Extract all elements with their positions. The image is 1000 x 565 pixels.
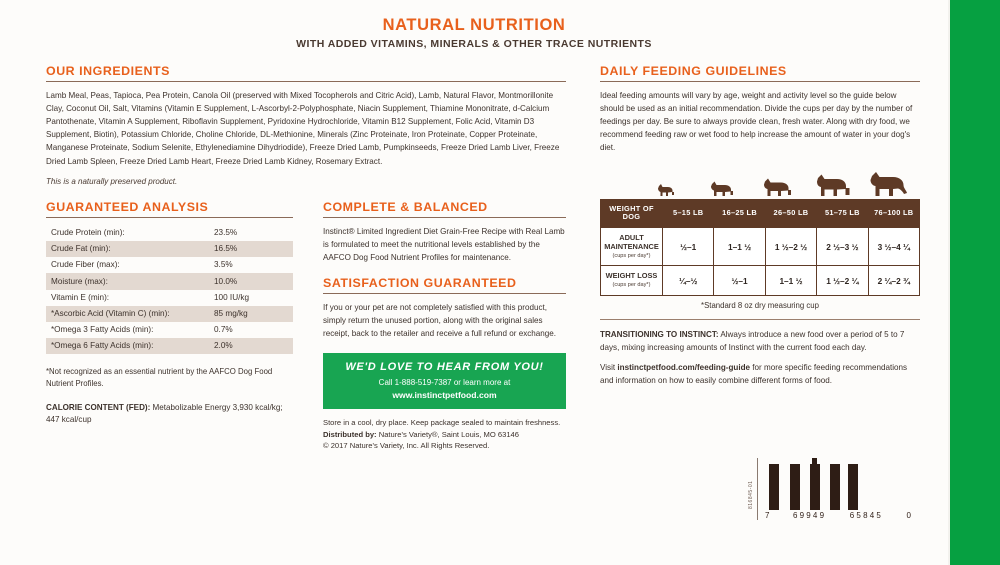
nutrient-label: *Ascorbic Acid (Vitamin C) (min): <box>46 306 209 322</box>
table-row <box>46 257 293 273</box>
feeding-amount-cell: ½–1 <box>714 266 765 296</box>
masthead <box>0 16 948 50</box>
feeding-amount-cell: ¼–½ <box>663 266 714 296</box>
barcode-digit-group-one: 69949 <box>792 511 827 520</box>
table-row <box>46 306 293 322</box>
measuring-cup-note: *Standard 8 oz dry measuring cup <box>701 301 819 311</box>
nutrient-value: 16.5% <box>209 241 293 257</box>
visit-suffix: for more specific feeding recommendations and information on how to easily combine different forms of food. <box>600 363 908 386</box>
barcode-digits <box>765 511 911 520</box>
feeding-amount-cell: ½–1 <box>663 228 714 266</box>
complete-balanced-body: Instinct® Limited Ingredient Diet Grain-Free Recipe with Real Lamb is formulated to meet the nutritional levels established by the AAFCO Dog Food Nutrient Profiles for maintenance. <box>323 226 565 262</box>
nutrient-label: Crude Protein (min): <box>51 227 125 237</box>
section-our-ingredients <box>46 64 566 186</box>
contact-callout-box <box>323 353 566 409</box>
complete-balanced-heading: COMPLETE & BALANCED <box>323 199 488 214</box>
nutrient-value: 0.7% <box>214 325 233 335</box>
fineprint-block <box>323 417 566 451</box>
feeding-amount-cell: 2 ½–3 ½ <box>817 228 868 266</box>
satisfaction-heading: SATISFACTION GUARANTEED <box>323 275 517 290</box>
column-header-weight-range: 5–15 LB <box>663 199 714 227</box>
table-row <box>46 322 293 338</box>
barcode-divider-line <box>757 458 758 520</box>
dog-silhouette-xlarge-icon <box>861 170 917 199</box>
column-header-weight-range: 51–75 LB <box>817 199 868 227</box>
ingredients-body: Lamb Meal, Peas, Tapioca, Pea Protein, Canola Oil (preserved with Mixed Tocopherols and Citric Acid), Lamb, Natural Flavor, Montmorillonite Clay, Coconut Oil, Salt, Vitamins (Vitamin E Supplement, L-Ascorbyl-2-Polyphosphate, Niacin Supplement, Thiamine Mononitrate, d-Calcium Pantothenate, Vitamin A Supplement, Riboflavin Supplement, Pyridoxine Hydrochloride, Vitamin B12 Supplement, Folic Acid, Vitamin D3 Supplement, Biotin), Potassium Chloride, Choline Chloride, DL-Methionine, Minerals (Zinc Proteinate, Iron Proteinate, Copper Proteinate, Manganese Proteinate, Sodium Selenite, Ethylenediamine Dihydriodide), Freeze Dried Lamb, Pumpkinseeds, Freeze Dried Lamb Liver, Freeze Dried Lamb Spleen, Freeze Dried Lamb Heart, Freeze Dried Lamb Kidney, Rosemary Extract. <box>46 91 560 166</box>
table-header-row <box>601 199 920 227</box>
feeding-guide-link[interactable]: instinctpetfood.com/feeding-guide <box>617 363 751 373</box>
row-header-weight-loss <box>601 266 663 296</box>
barcode-digit-group-two: 65845 <box>849 511 884 520</box>
our-ingredients-heading: OUR INGREDIENTS <box>46 64 170 78</box>
row-header-unit: (cups per day*) <box>612 282 651 289</box>
nutrient-value: 85 mg/kg <box>209 306 293 322</box>
row-header-label: WEIGHT LOSS <box>605 271 658 281</box>
nutrient-label: *Omega 6 Fatty Acids (min): <box>46 338 209 354</box>
visit-guide-paragraph <box>600 361 920 387</box>
divider <box>600 81 920 82</box>
feeding-amount-cell: 1 ½–2 ½ <box>765 228 816 266</box>
barcode-sku-code: 816845-01 <box>748 480 754 510</box>
barcode-block <box>748 458 911 520</box>
nutrient-value: 23.5% <box>214 227 238 237</box>
satisfaction-body: If you or your pet are not completely satisfied with this product, simply return the unused portion, along with the original sales receipt, back to the retailer and receive a full refund or exchange. <box>323 302 557 339</box>
table-row <box>46 338 293 354</box>
contact-phone-line[interactable]: Call 1-888-519-7387 or learn more at <box>378 378 511 388</box>
left-column <box>46 64 566 451</box>
right-column <box>600 64 920 451</box>
feeding-amount-cell: 1 ½–2 ¼ <box>817 266 868 296</box>
distributed-by-text: Nature's Variety®, Saint Louis, MO 63146 <box>376 429 519 439</box>
nutrient-value: 3.5% <box>214 260 233 270</box>
table-row <box>46 290 293 306</box>
barcode-digit-right: 0 <box>906 511 911 520</box>
nutrient-label: *Omega 3 Fatty Acids (min): <box>51 325 154 335</box>
contact-headline: WE'D LOVE TO HEAR FROM YOU! <box>345 361 544 374</box>
feeding-amount-cell: 1–1 ½ <box>714 228 765 266</box>
calorie-content-label: CALORIE CONTENT (FED): <box>46 403 151 412</box>
section-complete-balanced-group <box>323 200 566 451</box>
feeding-guidelines-table <box>600 199 920 297</box>
contact-website-link[interactable]: www.instinctpetfood.com <box>392 390 497 401</box>
transitioning-label: TRANSITIONING TO INSTINCT: <box>600 330 719 340</box>
divider <box>323 217 566 218</box>
divider <box>46 81 566 82</box>
nutrient-label: Crude Fat (min): <box>46 241 209 257</box>
aafco-footnote: *Not recognized as an essential nutrient by the AAFCO Dog Food Nutrient Profiles. <box>46 367 273 388</box>
nutrient-value: 10.0% <box>209 273 293 289</box>
calorie-content-text: Metabolizable Energy 3,930 kcal/kg; 447 kcal/cup <box>46 403 283 425</box>
dog-silhouette-small-icon <box>694 180 750 199</box>
row-header-unit: (cups per day*) <box>612 252 651 259</box>
feeding-amount-cell: 1–1 ½ <box>765 266 816 296</box>
visit-prefix: Visit <box>600 363 618 373</box>
column-header-weight-of-dog: WEIGHT OF DOG <box>601 199 663 227</box>
barcode-digit-left: 7 <box>765 511 770 520</box>
table-row <box>46 225 293 241</box>
feeding-guidelines-heading: DAILY FEEDING GUIDELINES <box>600 64 787 78</box>
nutrient-value: 100 IU/kg <box>214 292 250 302</box>
storage-instructions: Store in a cool, dry place. Keep package sealed to maintain freshness. <box>323 418 561 428</box>
row-header-adult-maintenance <box>601 228 663 266</box>
barcode-bars <box>765 458 911 510</box>
divider <box>600 319 920 320</box>
dog-silhouette-large-icon <box>805 173 861 199</box>
copyright-notice: © 2017 Nature's Variety, Inc. All Rights Reserved. <box>323 440 490 450</box>
nutrient-label: Crude Fiber (max): <box>51 260 120 270</box>
table-row-weight-loss <box>601 266 920 296</box>
row-header-label: ADULT MAINTENANCE <box>604 233 659 251</box>
preserved-note: This is a naturally preserved product. <box>46 176 178 186</box>
divider <box>323 293 566 294</box>
transitioning-paragraph <box>600 328 920 354</box>
nutrient-label: Vitamin E (min): <box>51 292 110 302</box>
nutrient-value: 2.0% <box>209 338 293 354</box>
distributed-by-label: Distributed by: <box>323 429 377 439</box>
feeding-intro-text: Ideal feeding amounts will vary by age, weight and activity level so the guide below should be used as an initial recommendation. Divide the cups per day by the number of feedings per day. Be sure to always provide clean, fresh water. Along with dry food, we recommend feeding raw or wet food to help increase the amount of water in your dog's diet. <box>600 91 913 153</box>
content-columns <box>0 64 948 451</box>
nutrient-label: Moisture (max): <box>46 273 209 289</box>
column-header-weight-range: 76–100 LB <box>868 199 919 227</box>
guaranteed-analysis-heading: GUARANTEED ANALYSIS <box>46 199 209 214</box>
feeding-amount-cell: 2 ¼–2 ¾ <box>868 266 919 296</box>
dog-size-illustrations <box>600 169 920 199</box>
guaranteed-analysis-table <box>46 225 293 355</box>
lower-left-columns <box>46 200 566 451</box>
upc-barcode <box>765 458 911 520</box>
green-edge-stripe <box>948 0 1000 565</box>
page-subtitle: WITH ADDED VITAMINS, MINERALS & OTHER TRACE NUTRIENTS <box>296 38 652 50</box>
table-row-adult-maintenance <box>601 228 920 266</box>
table-row <box>46 273 293 289</box>
divider <box>46 217 293 218</box>
page-title: NATURAL NUTRITION <box>382 16 566 34</box>
table-row <box>46 241 293 257</box>
feeding-amount-cell: 3 ½–4 ¼ <box>868 228 919 266</box>
section-guaranteed-analysis <box>46 200 293 451</box>
calorie-content <box>46 402 293 426</box>
transitioning-text: Always introduce a new food over a period of 5 to 7 days, mixing increasing amounts of Instinct with the current food each day. <box>600 330 905 353</box>
dog-silhouette-xsmall-icon <box>639 183 695 199</box>
distributed-by <box>323 429 566 440</box>
dog-silhouette-medium-icon <box>750 177 806 199</box>
column-header-weight-range: 26–50 LB <box>765 199 816 227</box>
column-header-weight-range: 16–25 LB <box>714 199 765 227</box>
